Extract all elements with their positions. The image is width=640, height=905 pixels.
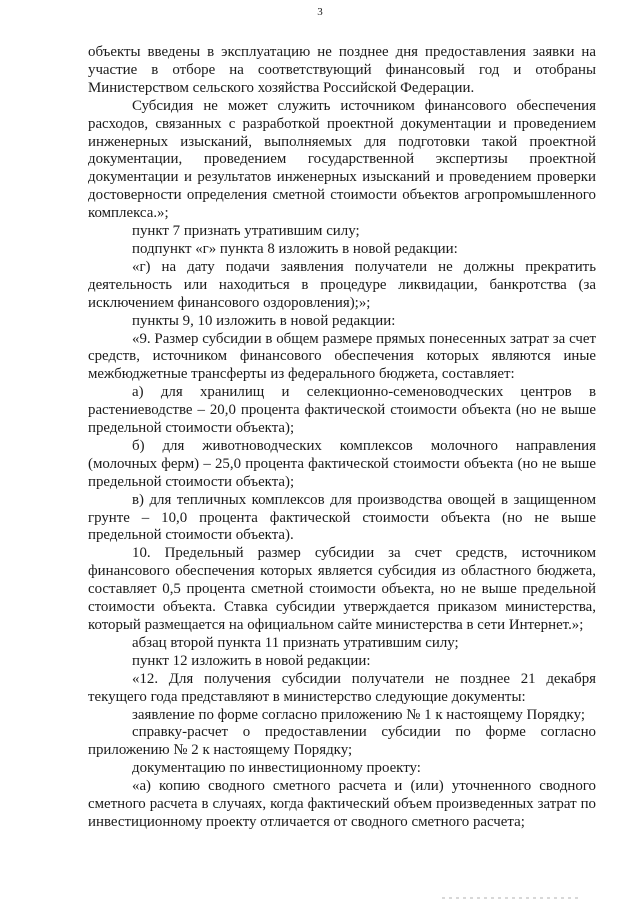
paragraph: «9. Размер субсидии в общем размере прямых понесенных затрат за счет средств, источником финансового обеспечения которых являются иные межбюджетные трансферты из федерального бюджета, составляет: xyxy=(88,330,596,383)
paragraph: заявление по форме согласно приложению № 1 к настоящему Порядку; xyxy=(132,706,585,723)
paragraph: «г) на дату подачи заявления получатели не должны прекратить деятельность или находиться в процедуре ликвидации, банкротства (за исключением финансового оздоровления);»; xyxy=(88,258,596,311)
paragraph: подпункт «г» пункта 8 изложить в новой редакции: xyxy=(132,240,458,257)
paragraph: абзац второй пункта 11 признать утратившим силу; xyxy=(132,634,459,651)
paragraph: Субсидия не может служить источником финансового обеспечения расходов, связанных с разработкой проектной документации и проведением инженерных изысканий, выполняемых для подготовки такой проектной документации, проведением государственной экспертизы проектной документации и результатов инженерных изысканий и проведением проверки достоверности определения сметной стоимости объектов агропромышленного комплекса.»; xyxy=(88,97,596,222)
paragraph: 10. Предельный размер субсидии за счет средств, источником финансового обеспечения которых является субсидия из областного бюджета, составляет 0,5 процента сметной стоимости объекта, но не выше предельной стоимости объекта. Ставка субсидии утверждается приказом министерства, который размещается на официальном сайте министерства в сети Интернет.»; xyxy=(88,545,596,633)
paragraph: б) для животноводческих комплексов молочного направления (молочных ферм) – 25,0 процента фактической стоимости объекта (но не выше предельной стоимости объекта); xyxy=(88,437,596,490)
paragraph: пункт 12 изложить в новой редакции: xyxy=(132,652,371,669)
paragraph: пункт 7 признать утратившим силу; xyxy=(132,223,360,240)
paragraph: пункты 9, 10 изложить в новой редакции: xyxy=(132,312,396,329)
scan-artifact xyxy=(442,897,582,899)
paragraph: а) для хранилищ и селекционно-семеноводческих центров в растениеводстве – 20,0 процента фактической стоимости объекта (но не выше предельной стоимости объекта); xyxy=(88,384,596,437)
paragraph: «а) копию сводного сметного расчета и (или) уточненного сводного сметного расчета в случаях, когда фактический объем произведенных затрат по инвестиционному проекту отличается от сводного сметного расчета; xyxy=(88,778,596,830)
paragraph: «12. Для получения субсидии получатели не позднее 21 декабря текущего года представляют в министерство следующие документы: xyxy=(88,670,596,705)
paragraph: объекты введены в эксплуатацию не позднее дня предоставления заявки на участие в отборе на соответствующий финансовый год и отобраны Министерством сельского хозяйства Российской Федерации. xyxy=(88,44,596,96)
paragraph: в) для тепличных комплексов для производства овощей в защищенном грунте – 10,0 процента фактической стоимости объекта (но не выше предельной стоимости объекта). xyxy=(88,491,596,544)
page-number: 3 xyxy=(317,6,323,18)
paragraph: документацию по инвестиционному проекту: xyxy=(132,760,421,777)
paragraph: справку-расчет о предоставлении субсидии по форме согласно приложению № 2 к настоящему Порядку; xyxy=(88,724,596,759)
document-body xyxy=(88,44,596,832)
